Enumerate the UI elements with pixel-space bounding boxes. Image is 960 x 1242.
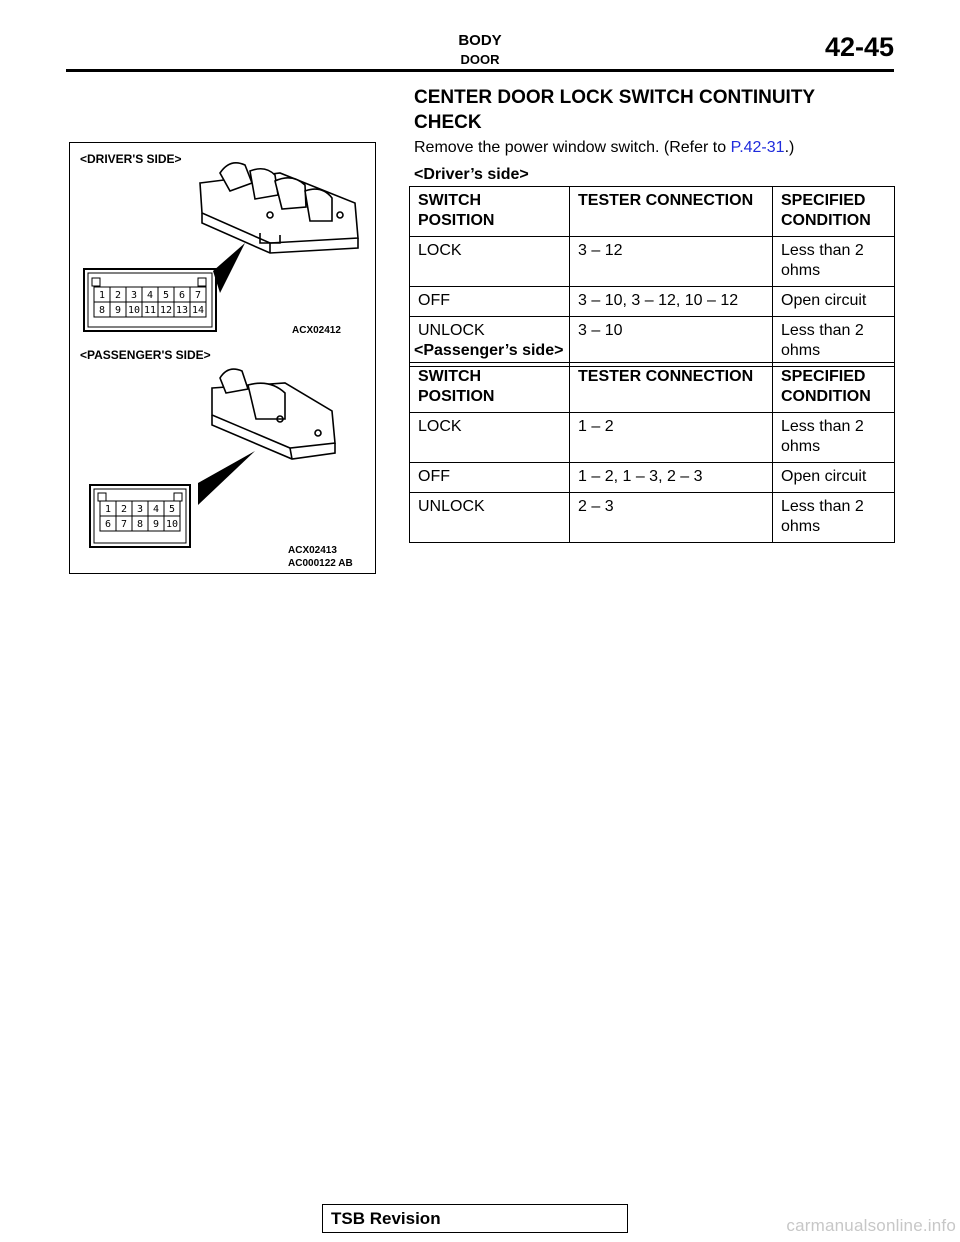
passenger-continuity-table <box>409 362 895 543</box>
switch-connector-figure <box>69 142 376 574</box>
table-cell: Less than 2 ohms <box>773 317 895 367</box>
passenger-figure-code: ACX02413 <box>288 545 337 556</box>
page-number: 42-45 <box>824 32 894 62</box>
table-cell: 3 – 10, 3 – 12, 10 – 12 <box>570 287 773 317</box>
column-header-specified-condition: SPECIFIED CONDITION <box>773 363 895 413</box>
table-cell: LOCK <box>410 237 570 287</box>
table-cell: UNLOCK <box>410 493 570 543</box>
connector-pin-number: 7 <box>120 519 128 530</box>
connector-pin-number: 12 <box>159 305 173 316</box>
passenger-switch-icon <box>212 369 335 459</box>
table-cell: Open circuit <box>773 463 895 493</box>
table-cell: 1 – 2 <box>570 413 773 463</box>
connector-pin-number: 9 <box>114 305 122 316</box>
passenger-side-heading: <Passenger’s side> <box>414 342 564 359</box>
connector-pin-number: 5 <box>162 290 170 301</box>
connector-pin-number: 6 <box>178 290 186 301</box>
column-header-tester-connection: TESTER CONNECTION <box>570 363 773 413</box>
table-cell: LOCK <box>410 413 570 463</box>
driver-side-label: <DRIVER'S SIDE> <box>80 152 182 166</box>
figure-code: AC000122 AB <box>288 558 353 569</box>
tsb-revision-box: TSB Revision <box>322 1204 628 1233</box>
table-header-row <box>410 363 895 413</box>
subsection-title-header: DOOR <box>460 52 500 67</box>
connector-pin-number: 10 <box>127 305 141 316</box>
table-cell: OFF <box>410 463 570 493</box>
table-cell: 2 – 3 <box>570 493 773 543</box>
connector-pin-number: 5 <box>168 504 176 515</box>
connector-pin-number: 11 <box>143 305 157 316</box>
table-cell: Open circuit <box>773 287 895 317</box>
driver-leader-arrow <box>213 243 245 293</box>
header-rule <box>66 69 894 72</box>
connector-pin-number: 1 <box>104 504 112 515</box>
connector-pin-number: 6 <box>104 519 112 530</box>
instruction-text <box>414 138 894 158</box>
table-cell: UNLOCK <box>410 317 570 367</box>
table-cell: Less than 2 ohms <box>773 413 895 463</box>
table-header-row <box>410 187 895 237</box>
connector-pin-number: 1 <box>98 290 106 301</box>
connector-pin-number: 2 <box>114 290 122 301</box>
connector-pin-number: 14 <box>191 305 205 316</box>
connector-pin-number: 9 <box>152 519 160 530</box>
passenger-side-label: <PASSENGER'S SIDE> <box>80 348 211 362</box>
column-header-switch-position: SWITCH POSITION <box>410 363 570 413</box>
table-cell: OFF <box>410 287 570 317</box>
connector-pin-number: 3 <box>136 504 144 515</box>
section-heading: CENTER DOOR LOCK SWITCH CONTINUITY CHECK <box>414 87 815 133</box>
column-header-switch-position: SWITCH POSITION <box>410 187 570 237</box>
connector-pin-number: 10 <box>165 519 179 530</box>
passenger-leader-arrow <box>198 451 255 505</box>
driver-switch-icon <box>200 163 358 253</box>
table-cell: Less than 2 ohms <box>773 493 895 543</box>
table-row <box>410 493 895 543</box>
column-header-tester-connection: TESTER CONNECTION <box>570 187 773 237</box>
section-title-header: BODY <box>458 32 502 49</box>
instruction-prefix: Remove the power window switch. (Refer to <box>414 139 731 156</box>
driver-continuity-table <box>409 186 895 367</box>
connector-pin-number: 8 <box>136 519 144 530</box>
connector-pin-number: 8 <box>98 305 106 316</box>
table-cell: 3 – 12 <box>570 237 773 287</box>
driver-figure-code: ACX02412 <box>292 325 341 336</box>
table-row <box>410 287 895 317</box>
connector-pin-number: 3 <box>130 290 138 301</box>
instruction-suffix: .) <box>784 139 795 156</box>
column-header-specified-condition: SPECIFIED CONDITION <box>773 187 895 237</box>
connector-pin-number: 7 <box>194 290 202 301</box>
figure-illustration <box>70 143 374 572</box>
table-row <box>410 463 895 493</box>
connector-pin-number: 4 <box>146 290 154 301</box>
connector-pin-number: 13 <box>175 305 189 316</box>
connector-pin-number: 4 <box>152 504 160 515</box>
table-cell: 1 – 2, 1 – 3, 2 – 3 <box>570 463 773 493</box>
reference-link[interactable]: P.42-31 <box>730 139 785 156</box>
passenger-connector-icon <box>90 485 190 547</box>
table-cell: Less than 2 ohms <box>773 237 895 287</box>
table-row <box>410 413 895 463</box>
driver-connector-icon <box>84 269 216 331</box>
watermark: carmanualsonline.info <box>786 1216 956 1235</box>
table-cell: 3 – 10 <box>570 317 773 367</box>
table-row <box>410 237 895 287</box>
connector-pin-number: 2 <box>120 504 128 515</box>
driver-side-heading: <Driver’s side> <box>414 166 529 183</box>
